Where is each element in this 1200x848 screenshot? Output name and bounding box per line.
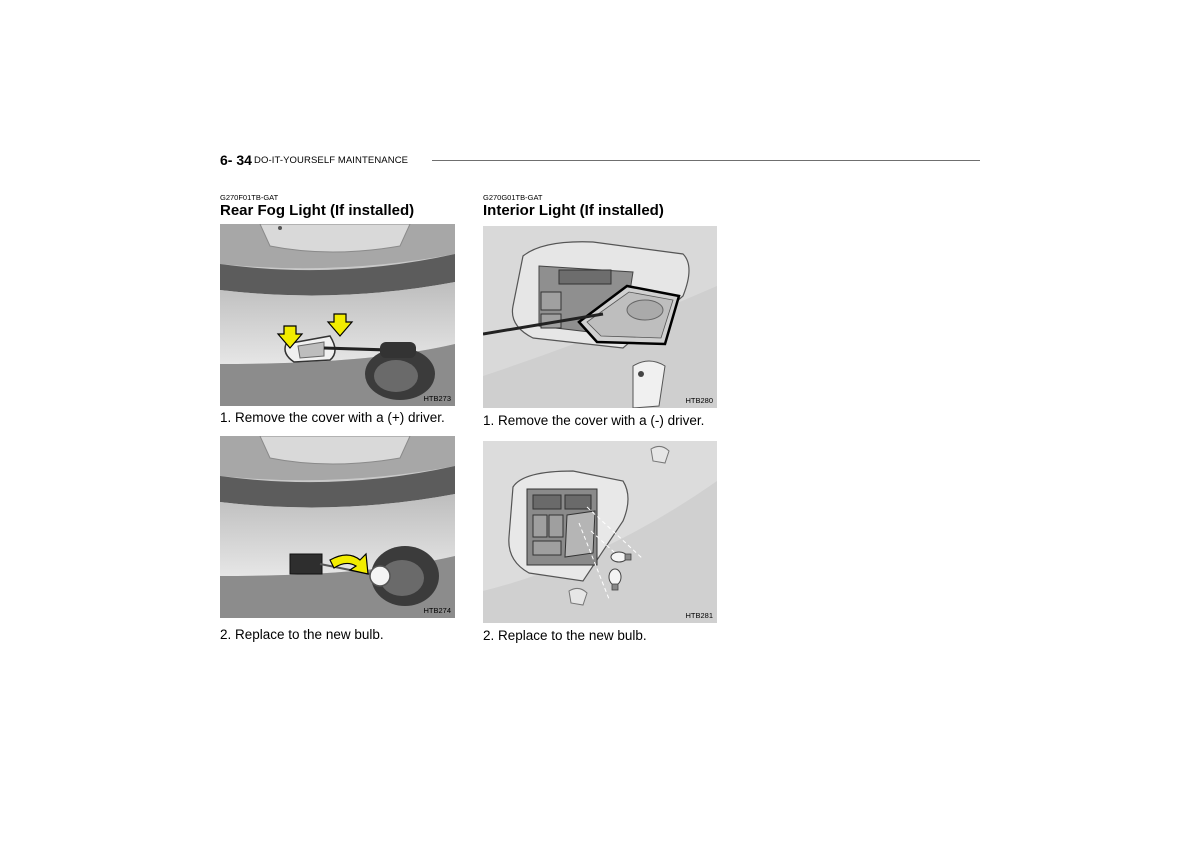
- header-rule: [432, 160, 980, 161]
- rear-bumper-illustration-1: [220, 224, 455, 406]
- page-number: 6- 34: [220, 152, 252, 168]
- figure-rear-fog-replace-bulb: [220, 436, 455, 618]
- interior-light-illustration-1: [483, 226, 717, 408]
- rear-fog-light-heading: Rear Fog Light (If installed): [220, 202, 415, 219]
- interior-light-code: G270G01TB-GAT: [483, 193, 543, 202]
- page-header: [220, 152, 980, 170]
- figure-code: HTB280: [685, 396, 713, 405]
- figure-code: HTB274: [423, 606, 451, 615]
- figure-interior-replace-bulb: [483, 441, 717, 623]
- rear-fog-step2-caption: 2. Replace to the new bulb.: [220, 627, 384, 642]
- interior-step1-caption: 1. Remove the cover with a (-) driver.: [483, 413, 705, 428]
- interior-light-illustration-2: [483, 441, 717, 623]
- interior-step2-caption: 2. Replace to the new bulb.: [483, 628, 647, 643]
- figure-code: HTB273: [423, 394, 451, 403]
- rear-fog-step1-caption: 1. Remove the cover with a (+) driver.: [220, 410, 445, 425]
- figure-rear-fog-remove-cover: [220, 224, 455, 406]
- rear-bumper-illustration-2: [220, 436, 455, 618]
- figure-code: HTB281: [685, 611, 713, 620]
- rear-fog-light-code: G270F01TB-GAT: [220, 193, 279, 202]
- section-title: DO-IT-YOURSELF MAINTENANCE: [254, 155, 409, 166]
- figure-interior-remove-cover: [483, 226, 717, 408]
- interior-light-heading: Interior Light (If installed): [483, 202, 664, 219]
